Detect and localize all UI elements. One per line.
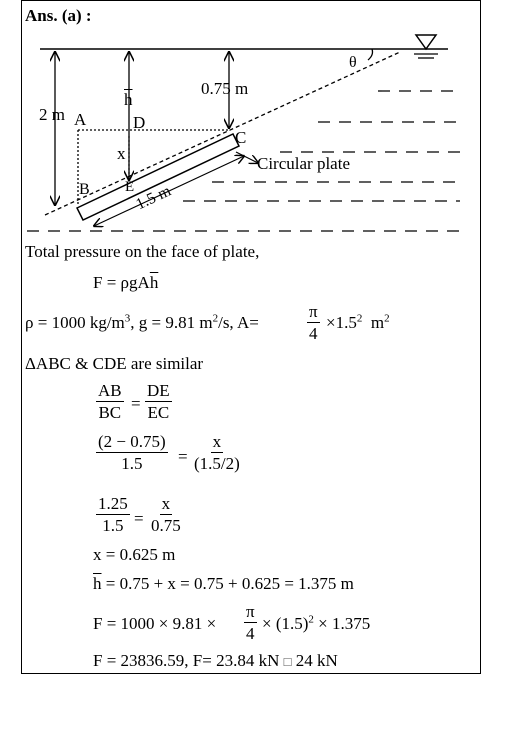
- point-d-label: D: [133, 113, 146, 132]
- parameters-line: ρ = 1000 $kg/m^3$, g = 9.81 $m^2/s$, A=: [25, 312, 259, 332]
- answer-heading: Ans. (a) :: [25, 6, 92, 25]
- force-calc-left: F = 1000 × 9.81 ×: [93, 614, 217, 633]
- area-expression: $\times 1.5^2$ $m^2$: [326, 312, 390, 332]
- force-calc-right: × $(1.5)^2 \times 1.375$: [262, 613, 371, 633]
- ratio-1-25-fraction: $\frac{1.25}{1.5}$: [98, 494, 128, 535]
- x-over-0-75-fraction: $\frac{x}{0.75}$: [151, 494, 181, 535]
- pi-over-four-fraction: $\frac{\pi}{4}$: [309, 302, 318, 343]
- point-c-label: C: [235, 128, 247, 147]
- intro-text: Total pressure on the face of plate,: [25, 242, 260, 261]
- force-formula: $F = \rho gA\overline{h}$: [93, 273, 159, 292]
- inclined-line: [45, 52, 400, 215]
- equals-sign-1: =: [131, 394, 141, 413]
- point-e-label: E: [125, 179, 135, 195]
- depth-total-label: 2 m: [39, 105, 65, 124]
- depth-ratio-fraction: $\frac{(2 - 0.75)}{1.5}$: [98, 432, 166, 473]
- equals-sign-2: =: [178, 447, 188, 466]
- hbar-label: $\overline{h}$: [124, 90, 133, 109]
- point-b-label: B: [79, 181, 90, 198]
- plate-name-label: Circular plate: [257, 154, 350, 173]
- x-half-length-fraction: $\frac{x}{(1.5/2)}$: [194, 432, 240, 473]
- equals-sign-3: =: [134, 509, 144, 528]
- water-level-symbol: [416, 35, 436, 49]
- x-label: x: [117, 144, 126, 163]
- similar-triangles-text: ΔABC & CDE are similar: [25, 354, 204, 373]
- de-ec-fraction: $\frac{DE}{EC}$: [147, 381, 170, 422]
- ab-bc-fraction: $\frac{AB}{BC}$: [98, 381, 122, 422]
- plate-length-label: 1.5 m: [133, 182, 174, 214]
- depth-top-label: 0.75 m: [201, 79, 249, 98]
- final-answer: F = 23836.59, F= 23.84 kN □ 24 kN: [93, 651, 338, 670]
- force-pi-over-four: $\frac{\pi}{4}$: [246, 602, 255, 643]
- point-a-label: A: [74, 110, 87, 129]
- theta-label: θ: [349, 54, 357, 71]
- x-result: x = 0.625 m: [93, 545, 176, 564]
- hbar-result: $\overline{h} = 0.75 + x = 0.75 + 0.625 = 1.375$ m: [93, 574, 354, 593]
